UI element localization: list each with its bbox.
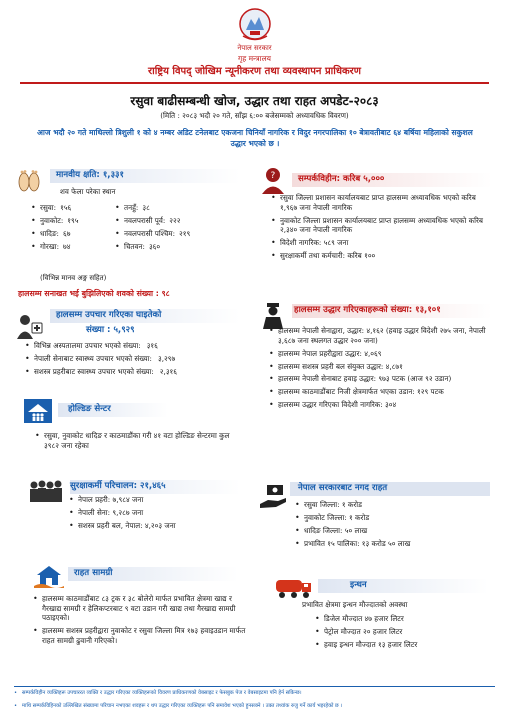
list-item <box>30 242 118 252</box>
fuel-section <box>258 574 498 684</box>
svg-text:?: ? <box>270 171 276 181</box>
item-value: १५६ <box>60 203 72 212</box>
item-value: १९५ <box>67 215 79 225</box>
item-value: २१९ <box>179 228 191 238</box>
list-item <box>114 229 244 239</box>
list-item: • नेपाली सेना: ९,२८७ जना <box>68 508 248 518</box>
treatment-title: हालसम्म उपचार गरिएका घाइतेको <box>56 310 162 320</box>
security-list <box>68 495 248 534</box>
authority-title: राष्ट्रिय विपद् जोखिम न्यूनीकरण तथा व्यवस्थापन प्राधिकरण <box>148 66 361 77</box>
list-item <box>114 242 244 252</box>
list-item: • प्रभावित १५ पालिका: १३ करोड ५० लाख <box>294 539 494 549</box>
list-item: • नुवाकोट जिल्ला: १ करोड <box>294 513 494 523</box>
item-value: २२२ <box>169 215 181 225</box>
list-item: • हालसम्म नेपाल प्रहरीद्वारा उद्धार: ४,०६९ <box>268 349 496 359</box>
ministry-label: गृह मन्त्रालय <box>237 54 272 63</box>
list-item <box>30 229 118 239</box>
cash-relief-title: नेपाल सरकारबाट नगद राहत <box>298 483 388 493</box>
header-divider <box>20 82 489 84</box>
item-label: विभिन्न अस्पतालमा उपचार भएको संख्या: <box>34 341 141 350</box>
fuel-tanker-icon <box>274 576 314 600</box>
item-value: ६७ <box>62 228 71 238</box>
casualties-sub: शव फेला परेका स्थान <box>60 187 116 196</box>
cash-hand-icon <box>258 482 288 512</box>
list-item: • हालसम्म उद्धार गरिएका विदेशी नागरिक: ३०४ <box>268 400 496 410</box>
footer-text-1: सम्पर्कविहीन व्यक्तिहरू उपचाररत व्यक्ति र उद्धार गरिएका व्यक्तिहरूको विवरण प्राधिकरणको वेबसाइट र फेसबुक पेज र वेबसाइटमा पनि हेर्न सकिन्छ। <box>22 690 302 696</box>
feet-icon <box>14 165 44 195</box>
security-title: सुरक्षाकर्मी परिचालन: २१,४६५ <box>70 481 166 491</box>
security-personnel-icon <box>28 479 68 503</box>
item-label: गोरखा: <box>40 241 60 251</box>
list-item: • विदेशी नागरिक: ५८९ जना <box>270 238 492 248</box>
list-item <box>30 216 118 226</box>
list-item: • डिजेल मौज्दात ४७ हजार लिटर <box>314 614 494 624</box>
list-item: • हालसम्म सशस्त्र प्रहरी बल संयुक्त उद्धार: ४,८७१ <box>268 362 496 372</box>
item-label: नवलपरासी पूर्व: <box>124 215 166 225</box>
list-item: • हालसम्म नेपाली सेनाद्वारा, उद्धार: ४,१६२ (हवाइ उद्धार विदेशी २७५ जना, नेपाली ३,६८७ जना स्थलगत उद्धार २०० जना) <box>268 326 496 345</box>
relief-material-title: राहत सामग्री <box>74 568 113 578</box>
fuel-header-bar <box>318 579 488 593</box>
relief-material-list <box>32 594 252 649</box>
footer-note-1: • सम्पर्कविहीन व्यक्तिहरू उपचाररत व्यक्ति र उद्धार गरिएका व्यक्तिहरूको विवरण प्राधिकरणको वेबसाइट र फेसबुक पेज र वेबसाइटमा पनि हेर्न सकिन्छ। <box>14 690 302 696</box>
casualties-title: मानवीय क्षति: १,३३१ <box>56 170 124 180</box>
page-subtitle: (मिति : २०८३ भदौ २० गते, साँझ ६:०० बजेसम्मको अध्यावधिक विवरण) <box>160 111 349 120</box>
casualties-col1 <box>30 203 118 255</box>
list-item: • हालसम्म नेपाली सेनाबाट हवाइ उद्धार: ९७३ पटक (आज ९२ उडान) <box>268 374 496 384</box>
list-item <box>114 203 244 213</box>
rescue-section <box>258 300 498 480</box>
identified-bodies: हालसम्म सनाखत भई बुझिलिएको शवको संख्या : ९८ <box>18 289 170 298</box>
holding-section <box>14 395 250 465</box>
fuel-title: इन्धन <box>350 580 367 590</box>
item-label: नुवाकोट: <box>40 215 64 225</box>
contact-lost-section <box>258 165 498 295</box>
list-item <box>114 216 244 226</box>
list-item: • रसुवा जिल्ला: १ करोड <box>294 500 494 510</box>
missing-person-icon <box>258 165 288 195</box>
contact-lost-title: सम्पर्कविहीन: करिब ५,००० <box>298 174 385 184</box>
list-item <box>30 203 118 213</box>
item-label: धादिङ: <box>40 228 59 238</box>
list-item: • नुवाकोट जिल्ला प्रशासन कार्यालयबाट प्राप्त हालसम्म अध्यावधिक भएको करिब २,३४० जना नेपाली नागरिक <box>270 216 492 235</box>
casualties-note: (विभिन्न मानव अङ्ग सहित) <box>40 274 107 282</box>
treatment-list <box>24 341 246 380</box>
item-value: ३८ <box>142 203 150 212</box>
rescue-title: हालसम्म उद्धार गरिएकाहरूको संख्या: १३,१०१ <box>294 305 441 315</box>
item-label: नवलपरासी पश्चिम: <box>124 228 176 238</box>
relief-material-section <box>14 562 250 687</box>
list-item <box>24 354 246 364</box>
treatment-section <box>14 305 250 390</box>
contact-lost-list <box>270 193 492 264</box>
list-item: • हालसम्म काठमाडौंबाट निजी क्षेत्रमार्फत भएका उडान: १२९ पटक <box>268 387 496 397</box>
treatment-count: संख्या : ५,९२९ <box>86 325 135 335</box>
government-label: नेपाल सरकार <box>237 44 272 52</box>
item-label: चितवन: <box>124 241 145 251</box>
list-item: • सशस्त्र प्रहरी बल, नेपाल: ४,२०३ जना <box>68 521 248 531</box>
holding-title: होल्डिङ सेन्टर <box>68 404 111 414</box>
footer-note-2: • माथि सम्पर्कविहिनको उल्लिखित संख्यामा परिचान नभएका शवहरू र थप उद्धार गरिएका व्यक्तिहरू पनि समावेश भएको हुनसक्ने । उक्त तथ्यांक रुजु गर्ने कार्य भइरहेको छ । <box>14 703 343 709</box>
intro-text: आज भदौ २० गते माथिल्लो त्रिशुली १ को ४ नम्बर अडिट टनेलबाट एकजना चिनियाँ नागरिक र विदुर नगरपालिका १० बेत्रावतीबाट ६४ बर्षिया महिलाको सकुशल उद्धार भएको छ । <box>37 128 473 148</box>
fuel-list <box>314 614 494 653</box>
list-item: • रसुवा जिल्ला प्रशासन कार्यालयबाट प्राप्त हालसम्म अध्यावधिक भएको करिब १,९६७ जना नेपाली नागरिक <box>270 193 492 212</box>
cash-relief-list <box>294 500 494 552</box>
page-title: रसुवा बाढीसम्बन्धी खोज, उद्धार तथा राहत अपडेट-२०८३ <box>130 94 379 108</box>
item-label: तनहुँ: <box>124 203 139 212</box>
list-item: • पेट्रोल मौज्दात २० हजार लिटर <box>314 627 494 637</box>
holding-list <box>34 431 246 454</box>
item-value: ३१६ <box>146 341 158 350</box>
injured-person-icon <box>14 311 44 341</box>
list-item: • धादिङ जिल्ला: ५० लाख <box>294 526 494 536</box>
list-item: • हालसम्म काठमाडौंबाट ८३ ट्रक र ३८ बोलेरो मार्फत प्रभावित क्षेत्रमा खाद्य र गैरखाद्य सामग्री र हेलिकप्टरबाट ९ वटा उडान गरी खाद्य तथा गैरखाद्य सामग्री पठाइएको। <box>32 594 252 623</box>
shelter-icon <box>24 399 52 423</box>
item-value: २,३१६ <box>159 366 178 376</box>
list-item <box>24 341 246 351</box>
list-item: • हालसम्म सशस्त्र प्रहरीद्वारा नुवाकोट र रसुवा जिल्ला मित्र १७३ हवाइउडान मार्फत राहत सामग्री ढुवानी गरिएको। <box>32 626 252 645</box>
security-section <box>14 475 250 550</box>
fuel-sub: प्रभावित क्षेत्रमा इन्धन मौज्दातको अवस्था <box>302 600 408 609</box>
item-label: सशस्त्र प्रहरीबाट स्वास्थ्य उपचार भएको संख्या: <box>34 366 154 376</box>
item-label: रसुवा: <box>40 203 57 212</box>
item-value: ३६० <box>148 241 161 251</box>
list-item: • सुरक्षाकर्मी तथा कर्मचारी: करिब १०० <box>270 251 492 261</box>
rescue-list <box>268 326 496 413</box>
item-label: नेपाली सेनाबाट स्वास्थ्य उपचार भएको संख्या: <box>34 353 152 363</box>
item-value: ७४ <box>63 241 71 251</box>
cash-relief-section <box>258 480 498 560</box>
list-item <box>24 367 246 377</box>
relief-house-icon <box>34 564 64 588</box>
nepal-emblem-icon <box>238 6 272 44</box>
footer-divider <box>14 686 495 687</box>
list-item: • रसुवा, नुवाकोट धादिङ र काठमाडौंका गरी ४१ वटा होल्डिङ सेन्टरमा कुल ३९८२ जना रहेका <box>34 431 246 450</box>
item-value: ३,२९७ <box>157 353 176 363</box>
list-item: • नेपाल प्रहरी: ७,९८४ जना <box>68 495 248 505</box>
casualties-col2 <box>114 203 244 255</box>
list-item: • हवाइ इन्धन मौज्दात १३ हजार लिटर <box>314 640 494 650</box>
footer-text-2: माथि सम्पर्कविहिनको उल्लिखित संख्यामा परिचान नभएका शवहरू र थप उद्धार गरिएका व्यक्तिहरू पनि समावेश भएको हुनसक्ने । उक्त तथ्यांक रुजु गर्ने कार्य भइरहेको छ । <box>22 703 343 709</box>
